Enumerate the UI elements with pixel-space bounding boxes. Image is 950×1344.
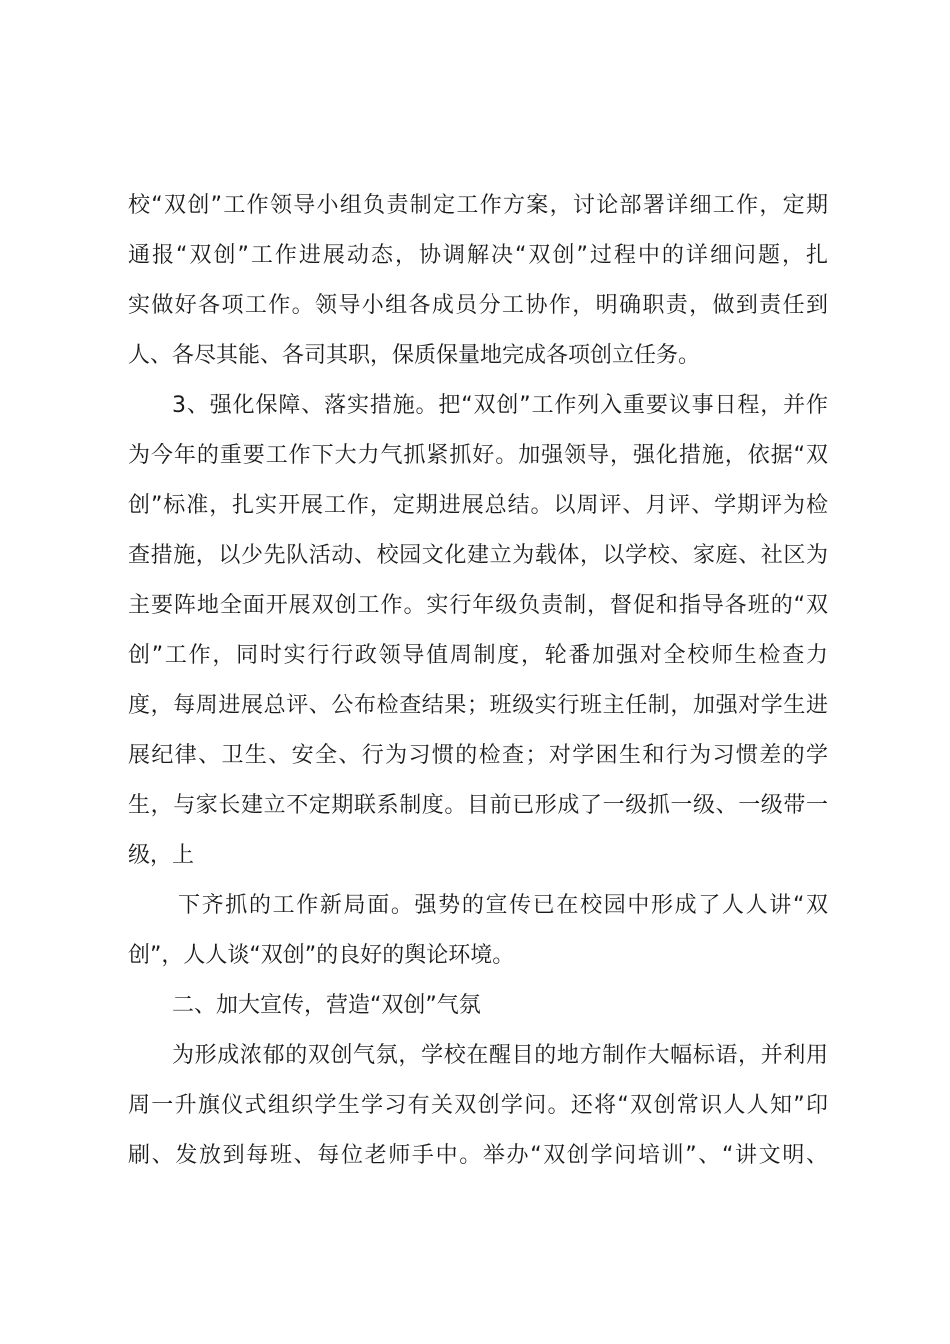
text-line: 校“双创”工作领导小组负责制定工作方案，讨论部署详细工作，定期 [128,193,828,218]
text-line: 创”，人人谈“双创”的良好的舆论环境。 [128,943,515,968]
text-line: 生，与家长建立不定期联系制度。目前已形成了一级抓一级、一级带一 [128,793,828,818]
section-heading: 二、加大宣传，营造“双创”气氛 [172,993,481,1018]
text-line: 为形成浓郁的双创气氛，学校在醒目的地方制作大幅标语，并利用 [172,1043,828,1068]
text-line: 级，上 [128,843,195,868]
text-line: 为今年的重要工作下大力气抓紧抓好。加强领导，强化措施，依据“双 [128,443,828,468]
text-line: 主要阵地全面开展双创工作。实行年级负责制，督促和指导各班的“双 [128,593,828,618]
text-line: 查措施，以少先队活动、校园文化建立为载体，以学校、家庭、社区为 [128,543,828,568]
text-line: 度，每周进展总评、公布检查结果；班级实行班主任制，加强对学生进 [128,693,828,718]
text-line: 实做好各项工作。领导小组各成员分工协作，明确职责，做到责任到 [128,293,828,318]
text-line: 人、各尽其能、各司其职，保质保量地完成各项创立任务。 [128,343,701,368]
text-line: 展纪律、卫生、安全、行为习惯的检查；对学困生和行为习惯差的学 [128,743,828,768]
text-line: 刷、发放到每班、每位老师手中。举办“双创学问培训”、“讲文明、 [128,1143,828,1168]
text-line: 周一升旗仪式组织学生学习有关双创学问。还将“双创常识人人知”印 [128,1093,828,1118]
text-line: 创”标准，扎实开展工作，定期进展总结。以周评、月评、学期评为检 [128,493,828,518]
text-line: 创”工作，同时实行行政领导值周制度，轮番加强对全校师生检查力 [128,643,828,668]
text-line: 通报“双创”工作进展动态，协调解决“双创”过程中的详细问题，扎 [128,243,828,268]
text-line: 下齐抓的工作新局面。强势的宣传已在校园中形成了人人讲“双 [178,893,828,918]
text-line: 3、强化保障、落实措施。把“双创”工作列入重要议事日程，并作 [172,393,828,418]
